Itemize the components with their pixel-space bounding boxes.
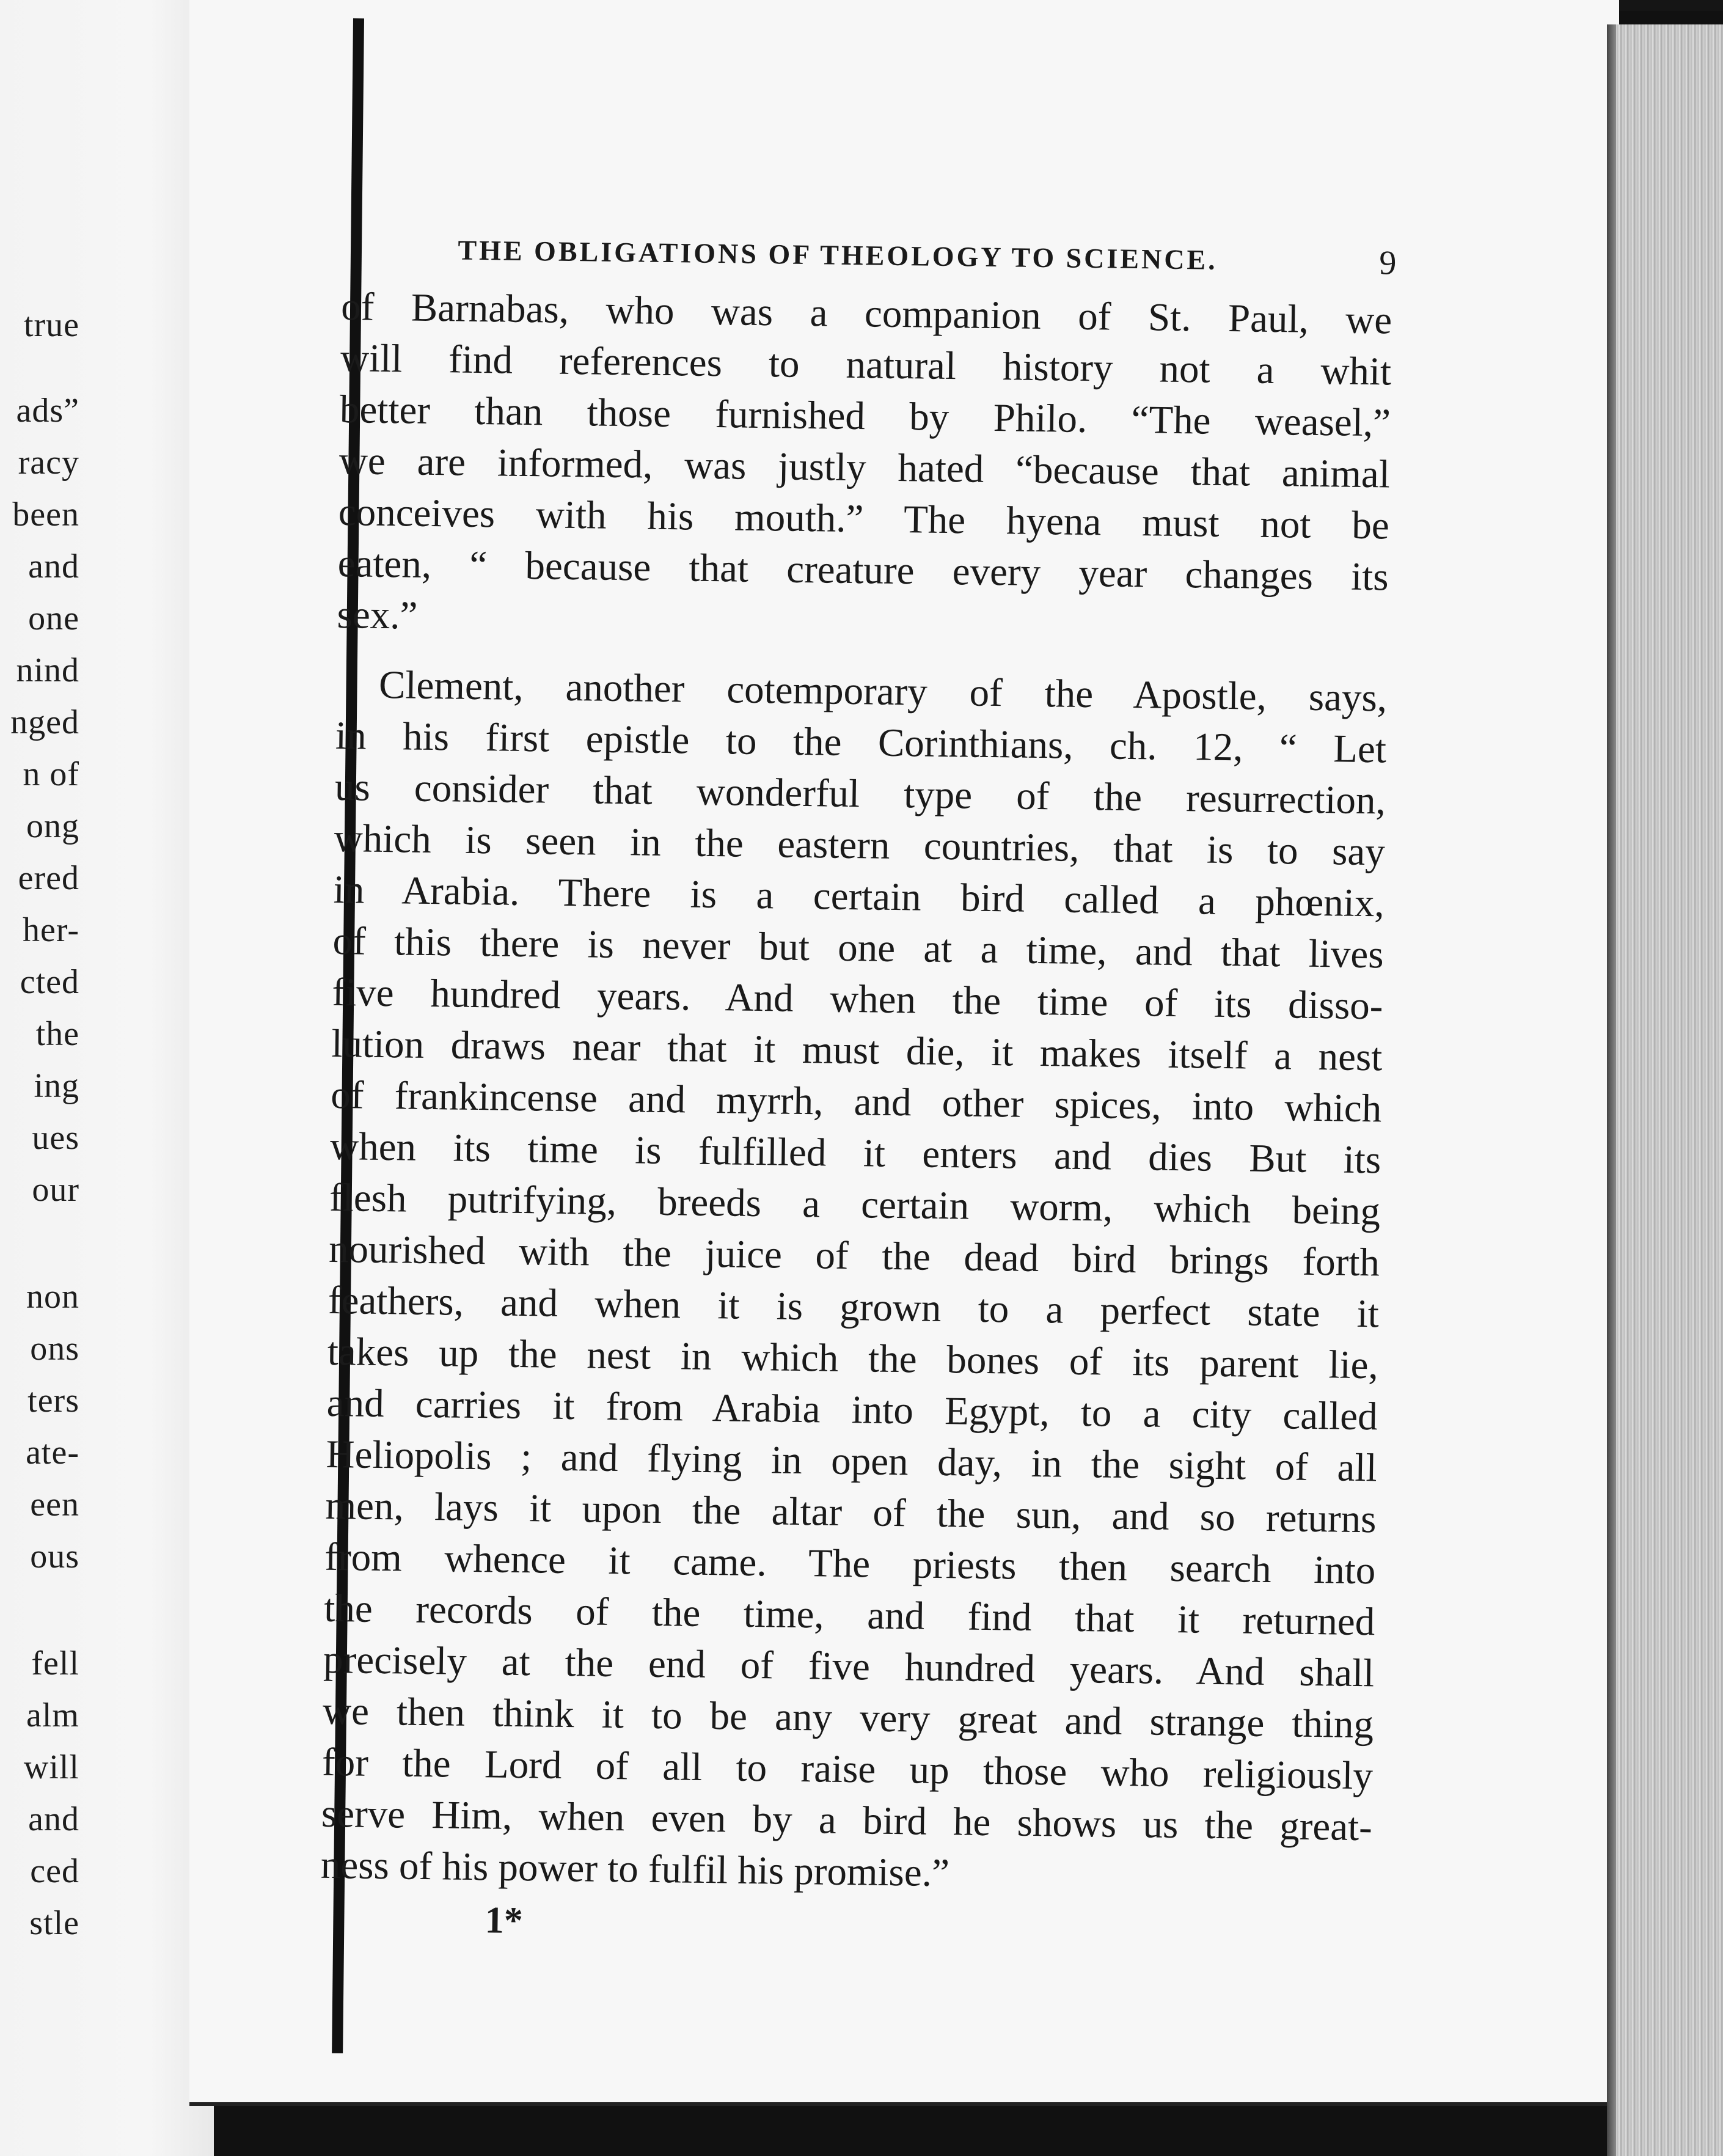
text-line: precisely at the end of five hundred years. And shall bbox=[323, 1637, 1375, 1696]
left-page-text-fragments bbox=[0, 0, 79, 2156]
left-page-fragment: our bbox=[32, 1171, 79, 1209]
left-page-fragment: ues bbox=[32, 1119, 79, 1157]
left-page-fragment: alm bbox=[26, 1696, 79, 1734]
text-line: which is seen in the eastern countries, that is to say bbox=[334, 816, 1386, 875]
body-text bbox=[320, 281, 1392, 1904]
text-line: will find references to natural history not a whit bbox=[340, 336, 1392, 394]
text-line: eaten, “ because that creature every year changes its bbox=[337, 541, 1389, 600]
signature-mark: 1* bbox=[485, 1899, 524, 1942]
text-line: of this there is never but one at a time, and that lives bbox=[332, 919, 1385, 977]
text-line: flesh putrifying, breeds a certain worm, which being bbox=[329, 1175, 1381, 1234]
left-page-fragment: the bbox=[35, 1015, 79, 1053]
left-page-fragment: ters bbox=[27, 1382, 79, 1420]
left-page-fragment: and bbox=[28, 548, 79, 585]
left-page-fragment: ong bbox=[26, 807, 79, 845]
left-page-fragment: and bbox=[28, 1800, 79, 1838]
text-line: in his first epistle to the Corinthians, ch. 12, “ Let bbox=[335, 713, 1387, 772]
text-line: we are informed, was justly hated “because that animal bbox=[338, 438, 1391, 497]
text-line: lution draws near that it must die, it makes itself a nest bbox=[331, 1021, 1383, 1080]
left-page-fragment: cted bbox=[20, 963, 79, 1001]
left-page-fragment: ons bbox=[30, 1330, 79, 1368]
left-page-fragment: true bbox=[23, 306, 79, 344]
text-line: feathers, and when it is grown to a perfect state it bbox=[327, 1278, 1380, 1336]
text-line: serve Him, when even by a bird he shows us the great- bbox=[321, 1791, 1373, 1850]
text-line: from whence it came. The priests then search into bbox=[324, 1535, 1376, 1593]
text-line: for the Lord of all to raise up those who religiously bbox=[321, 1740, 1374, 1799]
paragraph bbox=[337, 281, 1392, 654]
left-page-fragment: been bbox=[12, 496, 79, 534]
text-line: of frankincense and myrrh, and other spices, into which bbox=[330, 1072, 1382, 1131]
left-page-fragment: ads” bbox=[16, 392, 79, 430]
text-line: men, lays it upon the altar of the sun, and so returns bbox=[325, 1483, 1377, 1542]
paragraph bbox=[320, 659, 1387, 1904]
left-page-fragment: een bbox=[30, 1486, 79, 1524]
page-number: 9 bbox=[1378, 244, 1399, 282]
left-page-fragment: nind bbox=[16, 651, 79, 689]
left-page bbox=[0, 0, 214, 2156]
running-head-title: THE OBLIGATIONS OF THEOLOGY TO SCIENCE. bbox=[458, 234, 1218, 276]
text-line: and carries it from Arabia into Egypt, to a city called bbox=[326, 1380, 1378, 1439]
page-text-block bbox=[320, 226, 1399, 1954]
left-page-fragment: racy bbox=[18, 444, 79, 482]
left-page-fragment: ate- bbox=[26, 1434, 79, 1472]
text-line: in Arabia. There is a certain bird called a phœnix, bbox=[333, 867, 1385, 926]
left-page-fragment: fell bbox=[31, 1645, 79, 1682]
text-line: takes up the nest in which the bones of its parent lie, bbox=[327, 1329, 1379, 1388]
left-page-fragment: ced bbox=[30, 1852, 79, 1890]
left-page-fragment: ered bbox=[18, 859, 79, 897]
text-line: sex.” bbox=[337, 592, 418, 638]
left-page-fragment: her- bbox=[22, 911, 79, 949]
left-page-fragment: stle bbox=[29, 1904, 79, 1942]
left-page-fragment: non bbox=[26, 1278, 79, 1316]
text-line: the records of the time, and find that it returned bbox=[323, 1586, 1375, 1645]
text-line: Heliopolis ; and flying in open day, in the sight of all bbox=[326, 1432, 1378, 1491]
text-line: when its time is fulfilled it enters and dies But its bbox=[329, 1124, 1381, 1182]
text-line: of Barnabas, who was a companion of St. Paul, we bbox=[340, 284, 1392, 343]
text-line: nourished with the juice of the dead bird brings forth bbox=[328, 1226, 1380, 1285]
left-page-fragment: one bbox=[28, 600, 79, 637]
text-line: Clement, another cotemporary of the Apostle, says, bbox=[378, 662, 1388, 721]
left-page-fragment: n of bbox=[23, 755, 79, 793]
left-page-fragment: ous bbox=[30, 1538, 79, 1575]
text-line: we then think it to be any very great and strange thing bbox=[322, 1689, 1374, 1747]
text-line: better than those furnished by Philo. “The weasel,” bbox=[339, 387, 1391, 446]
text-line: five hundred years. And when the time of its disso- bbox=[332, 970, 1383, 1028]
left-page-fragment: ing bbox=[34, 1067, 79, 1105]
left-page-fragment: will bbox=[23, 1748, 79, 1786]
text-line: conceives with his mouth.” The hyena must not be bbox=[338, 490, 1390, 548]
page-edges-stack bbox=[1616, 24, 1723, 2156]
text-line: us consider that wonderful type of the resurrection, bbox=[334, 765, 1386, 823]
left-page-fragment: nged bbox=[10, 703, 79, 741]
text-line: ness of his power to fulfil his promise.” bbox=[320, 1843, 950, 1896]
